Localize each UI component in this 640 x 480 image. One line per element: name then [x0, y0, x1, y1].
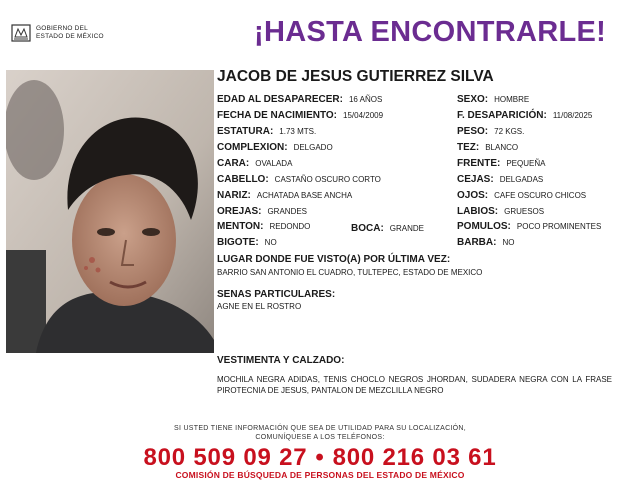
field-value: BLANCO	[485, 143, 519, 152]
government-text	[36, 25, 104, 41]
field-value: DELGADO	[293, 143, 333, 152]
field-value: NO	[264, 238, 277, 247]
field-nose	[217, 190, 352, 201]
field-beard	[457, 237, 514, 248]
field-birthdate	[217, 110, 383, 121]
field-hair	[217, 174, 381, 185]
field-forehead	[457, 158, 545, 169]
field-mustache	[217, 237, 277, 248]
marks-title: SENAS PARTICULARES:	[217, 289, 336, 300]
phone-numbers	[0, 444, 640, 472]
person-photo	[6, 70, 214, 353]
marks-text: AGNE EN EL ROSTRO	[217, 302, 302, 311]
field-disappearance-date	[457, 110, 592, 121]
commission-name: COMISIÓN DE BÚSQUEDA DE PERSONAS DEL ESTADO DE MÉXICO	[175, 470, 465, 480]
field-label: BARBA:	[457, 237, 497, 248]
clothing-title: VESTIMENTA Y CALZADO:	[217, 355, 345, 366]
field-label: PESO:	[457, 126, 489, 137]
field-label: SEXO:	[457, 94, 489, 105]
field-label: CABELLO:	[217, 174, 269, 185]
field-eyes	[457, 190, 586, 201]
field-label: F. DESAPARICIÓN:	[457, 110, 547, 121]
field-eyebrows	[457, 174, 543, 185]
headline: ¡HASTA ENCONTRARLE!	[254, 16, 607, 48]
field-value: POCO PROMINENTES	[516, 222, 602, 231]
gov-line-1: GOBIERNO DEL	[36, 25, 88, 32]
field-label: NARIZ:	[217, 190, 251, 201]
field-chin	[217, 221, 310, 232]
phone-2: 800 216 03 61	[332, 444, 497, 471]
field-cheekbones	[457, 221, 601, 232]
last-seen-text: BARRIO SAN ANTONIO EL CUADRO, TULTEPEC, ESTADO DE MEXICO	[217, 268, 483, 277]
field-ears	[217, 206, 307, 217]
field-face	[217, 158, 292, 169]
last-seen-title: LUGAR DONDE FUE VISTO(A) POR ÚLTIMA VEZ:	[217, 254, 451, 265]
field-weight	[457, 126, 524, 137]
clothing-text: MOCHILA NEGRA ADIDAS, TENIS CHOCLO NEGROS JHORDAN, SUDADERA NEGRA CON LA FRASE PIROTECNIA DE JESUS, PANTALON DE MEZCLILLA NEGRO	[217, 375, 612, 395]
field-label: LABIOS:	[457, 206, 499, 217]
field-label: OJOS:	[457, 190, 489, 201]
field-label: TEZ:	[457, 142, 480, 153]
info-line-2: COMUNÍQUESE A LOS TELÉFONOS:	[255, 434, 385, 441]
field-label: FRENTE:	[457, 158, 501, 169]
field-value: GRANDE	[389, 224, 425, 233]
field-label: ESTATURA:	[217, 126, 274, 137]
info-line-1: SI USTED TIENE INFORMACIÓN QUE SEA DE UTILIDAD PARA SU LOCALIZACIÓN,	[173, 425, 467, 432]
field-value: HOMBRE	[494, 95, 530, 104]
field-value: CAFE OSCURO CHICOS	[494, 191, 587, 200]
field-value: OVALADA	[255, 159, 293, 168]
field-height	[217, 126, 316, 137]
field-value: 11/08/2025	[552, 111, 593, 120]
phone-1: 800 509 09 27	[143, 444, 308, 471]
field-sex	[457, 94, 529, 105]
field-label: BOCA:	[351, 223, 384, 234]
phone-separator: •	[315, 444, 325, 471]
field-value: PEQUEÑA	[506, 159, 546, 168]
field-label: FECHA DE NACIMIENTO:	[217, 110, 337, 121]
field-build	[217, 142, 333, 153]
government-logo	[10, 20, 120, 46]
field-value: REDONDO	[269, 222, 311, 231]
gov-line-2: ESTADO DE MÉXICO	[36, 33, 104, 40]
field-value: 15/04/2009	[343, 111, 384, 120]
field-label: CEJAS:	[457, 174, 494, 185]
field-value: 1.73 MTS.	[279, 127, 317, 136]
field-value: NO	[502, 238, 515, 247]
field-label: OREJAS:	[217, 206, 262, 217]
field-age	[217, 94, 382, 105]
field-label: COMPLEXION:	[217, 142, 288, 153]
field-value: GRUESOS	[504, 207, 545, 216]
person-name: JACOB DE JESUS GUTIERREZ SILVA	[217, 68, 494, 85]
field-value: CASTAÑO OSCURO CORTO	[274, 175, 381, 184]
field-label: MENTON:	[217, 221, 264, 232]
field-label: POMULOS:	[457, 221, 511, 232]
field-value: 72 KGS.	[494, 127, 525, 136]
field-value: DELGADAS	[499, 175, 544, 184]
field-value: 16 AÑOS	[348, 95, 383, 104]
field-label: CARA:	[217, 158, 250, 169]
field-value: GRANDES	[267, 207, 308, 216]
field-value: ACHATADA BASE ANCHA	[256, 191, 353, 200]
field-complexion	[457, 142, 518, 153]
field-lips	[457, 206, 544, 217]
portrait-image	[6, 70, 214, 353]
field-mouth	[351, 223, 424, 234]
field-label: BIGOTE:	[217, 237, 259, 248]
state-seal-icon	[10, 22, 32, 44]
field-label: EDAD AL DESAPARECER:	[217, 94, 343, 105]
